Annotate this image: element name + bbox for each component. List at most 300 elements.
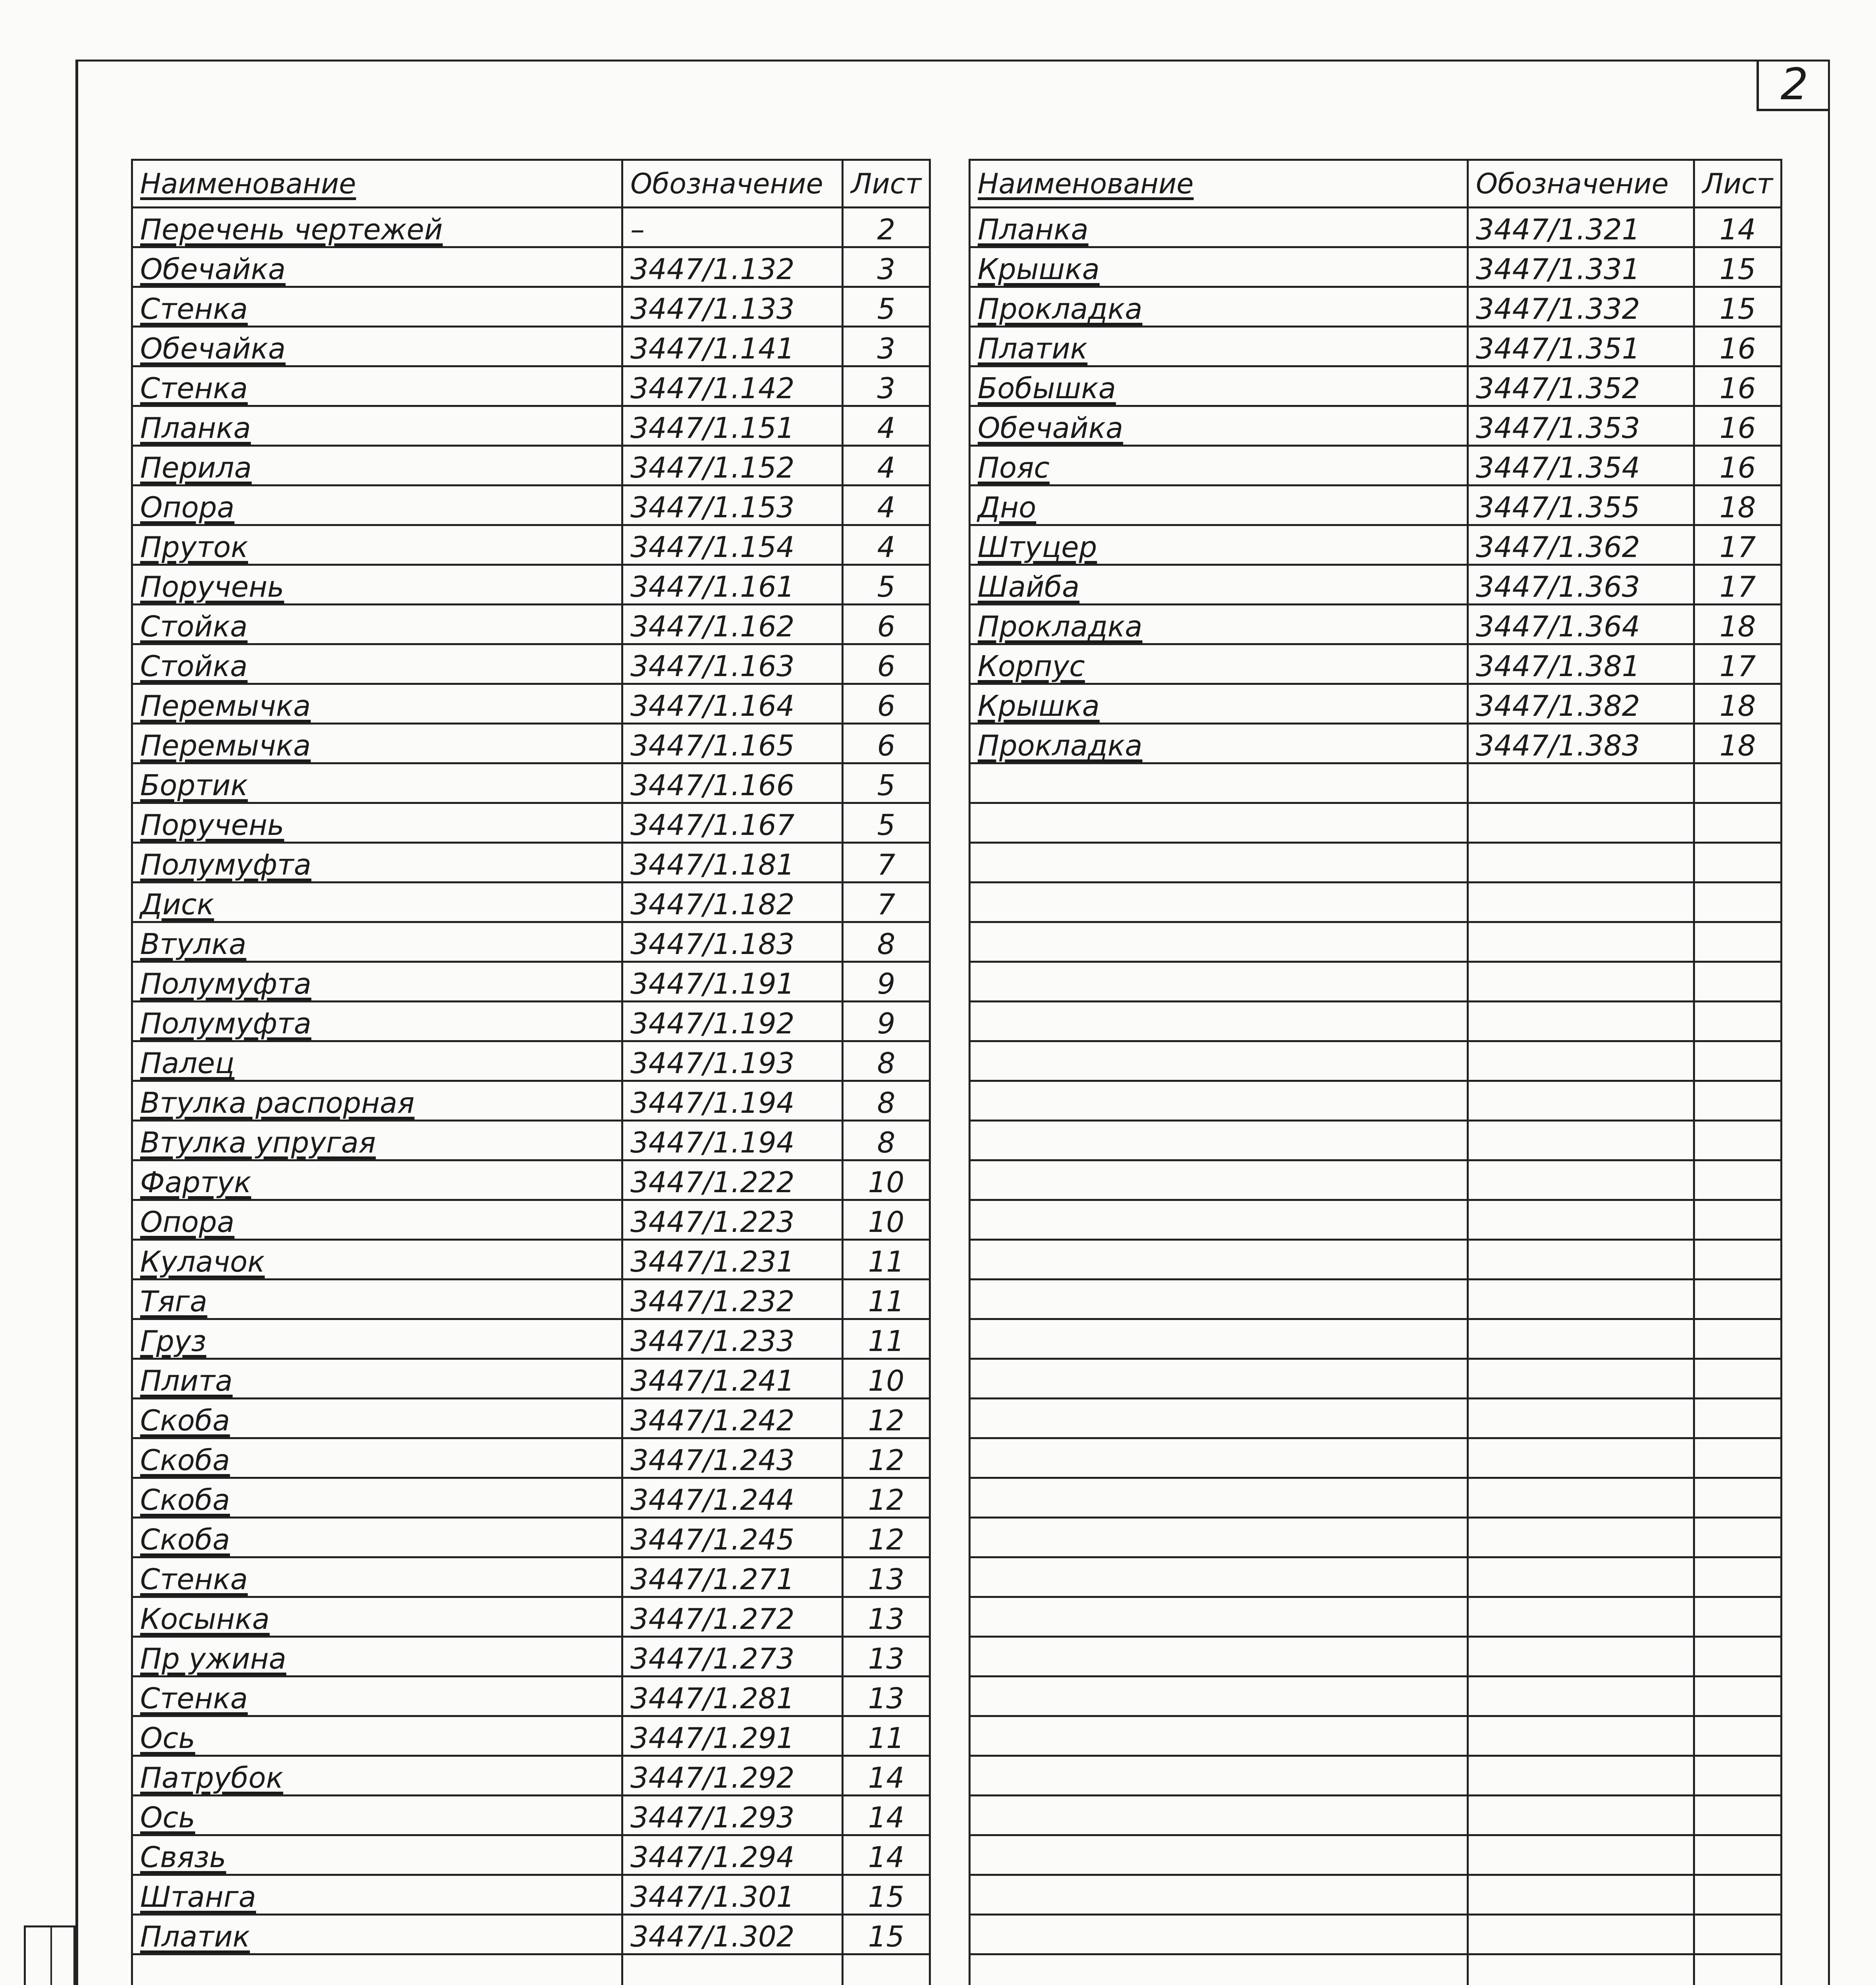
empty-cell	[970, 1121, 1468, 1160]
item-designation: 3447/1.382	[1468, 684, 1694, 724]
item-sheet: 13	[843, 1637, 930, 1677]
table-row	[132, 1637, 930, 1677]
header-name: Наименование	[132, 160, 622, 208]
empty-cell	[1468, 1518, 1694, 1557]
empty-cell	[970, 883, 1468, 922]
item-name: Пояс	[970, 446, 1468, 486]
table-row	[970, 1319, 1782, 1359]
empty-cell	[1468, 1319, 1694, 1359]
empty-cell	[1694, 1518, 1782, 1557]
item-designation: 3447/1.245	[622, 1518, 843, 1557]
item-designation: 3447/1.233	[622, 1319, 843, 1359]
empty-cell	[970, 922, 1468, 962]
table-row	[970, 247, 1782, 287]
table-row	[970, 1478, 1782, 1518]
table-row	[132, 1756, 930, 1796]
item-sheet: 9	[843, 962, 930, 1002]
item-sheet: 11	[843, 1280, 930, 1319]
item-name: Перемычка	[132, 724, 622, 763]
empty-cell	[1468, 1121, 1694, 1160]
item-name: Кулачок	[132, 1240, 622, 1280]
empty-cell	[1468, 1954, 1694, 1985]
header-row	[970, 160, 1782, 208]
empty-cell	[970, 962, 1468, 1002]
item-sheet: 17	[1694, 644, 1782, 684]
table-row	[970, 486, 1782, 525]
table-row	[970, 1597, 1782, 1637]
item-sheet: 10	[843, 1359, 930, 1399]
item-sheet: 5	[843, 287, 930, 327]
table-row	[132, 922, 930, 962]
item-name: Платик	[132, 1915, 622, 1954]
item-sheet: 16	[1694, 406, 1782, 446]
table-row	[970, 1002, 1782, 1041]
item-designation: 3447/1.351	[1468, 327, 1694, 366]
item-sheet: 3	[843, 327, 930, 366]
table-row	[132, 843, 930, 883]
item-name: Прокладка	[970, 605, 1468, 644]
item-designation: 3447/1.242	[622, 1399, 843, 1438]
empty-cell	[970, 1081, 1468, 1121]
empty-cell	[970, 1915, 1468, 1954]
empty-cell	[1468, 1240, 1694, 1280]
item-name: Бортик	[132, 763, 622, 803]
table-row	[970, 684, 1782, 724]
table-row	[970, 1399, 1782, 1438]
table-row	[132, 208, 930, 247]
item-name: Скоба	[132, 1518, 622, 1557]
empty-cell	[970, 1002, 1468, 1041]
empty-cell	[1694, 1319, 1782, 1359]
empty-cell	[1468, 1200, 1694, 1240]
item-sheet: 6	[843, 605, 930, 644]
item-sheet: 3	[843, 366, 930, 406]
empty-cell	[1694, 1875, 1782, 1915]
empty-cell	[1694, 1954, 1782, 1985]
item-sheet: 14	[843, 1756, 930, 1796]
item-designation: 3447/1.141	[622, 327, 843, 366]
table-row	[132, 1081, 930, 1121]
table-row	[970, 1280, 1782, 1319]
left-drawing-list	[131, 159, 931, 1985]
table-row	[132, 1041, 930, 1081]
item-designation: 3447/1.133	[622, 287, 843, 327]
item-designation: 3447/1.231	[622, 1240, 843, 1280]
item-designation: 3447/1.354	[1468, 446, 1694, 486]
item-sheet: 5	[843, 803, 930, 843]
item-name: Стойка	[132, 644, 622, 684]
empty-cell	[1468, 922, 1694, 962]
empty-cell	[1468, 962, 1694, 1002]
item-designation: 3447/1.164	[622, 684, 843, 724]
item-name: Прокладка	[970, 724, 1468, 763]
empty-cell	[1694, 1200, 1782, 1240]
item-name: Патрубок	[132, 1756, 622, 1796]
item-designation: 3447/1.281	[622, 1677, 843, 1716]
empty-cell	[1694, 1081, 1782, 1121]
table-row	[970, 565, 1782, 605]
item-sheet: 6	[843, 684, 930, 724]
item-name: Обечайка	[970, 406, 1468, 446]
item-designation: 3447/1.183	[622, 922, 843, 962]
empty-cell	[970, 1677, 1468, 1716]
empty-cell	[1694, 1637, 1782, 1677]
table-row	[132, 803, 930, 843]
item-sheet: 16	[1694, 446, 1782, 486]
table-row	[132, 1518, 930, 1557]
item-sheet: 6	[843, 644, 930, 684]
item-name: Дно	[970, 486, 1468, 525]
item-designation: 3447/1.154	[622, 525, 843, 565]
table-row	[132, 605, 930, 644]
empty-cell	[1468, 1875, 1694, 1915]
empty-cell	[970, 1200, 1468, 1240]
item-sheet: 5	[843, 763, 930, 803]
item-sheet: 13	[843, 1597, 930, 1637]
item-name: Пр ужина	[132, 1637, 622, 1677]
empty-cell	[970, 803, 1468, 843]
item-name: Косынка	[132, 1597, 622, 1637]
table-row	[132, 247, 930, 287]
empty-cell	[1468, 1438, 1694, 1478]
table-row	[132, 1478, 930, 1518]
item-sheet: 4	[843, 446, 930, 486]
item-sheet: 15	[1694, 247, 1782, 287]
table-row	[132, 1399, 930, 1438]
item-sheet: 8	[843, 922, 930, 962]
empty-cell	[970, 1875, 1468, 1915]
empty-cell	[1468, 1796, 1694, 1835]
item-name: Груз	[132, 1319, 622, 1359]
item-sheet: 17	[1694, 525, 1782, 565]
table-row	[132, 366, 930, 406]
empty-cell	[1694, 1756, 1782, 1796]
header-name: Наименование	[970, 160, 1468, 208]
table-row	[970, 525, 1782, 565]
item-name: Полумуфта	[132, 843, 622, 883]
empty-cell	[970, 1160, 1468, 1200]
table-row	[970, 1637, 1782, 1677]
item-name: Обечайка	[132, 327, 622, 366]
item-name: Опора	[132, 486, 622, 525]
item-designation: 3447/1.165	[622, 724, 843, 763]
item-name: Палец	[132, 1041, 622, 1081]
table-row	[970, 1121, 1782, 1160]
item-designation: 3447/1.241	[622, 1359, 843, 1399]
empty-cell	[1694, 1002, 1782, 1041]
item-name: Стенка	[132, 366, 622, 406]
empty-cell	[1468, 1478, 1694, 1518]
item-name: Корпус	[970, 644, 1468, 684]
empty-cell	[843, 1954, 930, 1985]
table-row	[970, 327, 1782, 366]
table-row	[132, 1597, 930, 1637]
empty-cell	[1694, 1716, 1782, 1756]
empty-cell	[1694, 1915, 1782, 1954]
item-name: Штанга	[132, 1875, 622, 1915]
item-name: Опора	[132, 1200, 622, 1240]
item-name: Стенка	[132, 287, 622, 327]
empty-cell	[1468, 1637, 1694, 1677]
item-designation: 3447/1.294	[622, 1835, 843, 1875]
table-row	[132, 1319, 930, 1359]
empty-cell	[1468, 1716, 1694, 1756]
item-name: Планка	[970, 208, 1468, 247]
table-row	[132, 1002, 930, 1041]
item-designation: 3447/1.331	[1468, 247, 1694, 287]
item-sheet: 9	[843, 1002, 930, 1041]
item-designation: 3447/1.192	[622, 1002, 843, 1041]
item-designation: 3447/1.223	[622, 1200, 843, 1240]
item-name: Тяга	[132, 1280, 622, 1319]
table-row	[970, 1756, 1782, 1796]
item-name: Пруток	[132, 525, 622, 565]
table-row	[970, 1200, 1782, 1240]
table-row	[970, 287, 1782, 327]
item-sheet: 16	[1694, 327, 1782, 366]
header-row	[132, 160, 930, 208]
table-row	[970, 208, 1782, 247]
empty-cell	[970, 1399, 1468, 1438]
item-name: Втулка распорная	[132, 1081, 622, 1121]
item-designation: 3447/1.243	[622, 1438, 843, 1478]
side-strip	[24, 1925, 75, 1985]
empty-cell	[1468, 1835, 1694, 1875]
table-row	[970, 1438, 1782, 1478]
item-name: Втулка упругая	[132, 1121, 622, 1160]
item-sheet: 18	[1694, 605, 1782, 644]
empty-cell	[1468, 1915, 1694, 1954]
empty-cell	[1468, 1597, 1694, 1637]
table-row	[132, 1280, 930, 1319]
table-row	[132, 644, 930, 684]
item-name: Обечайка	[132, 247, 622, 287]
empty-cell	[1468, 1399, 1694, 1438]
item-sheet: 11	[843, 1716, 930, 1756]
table-row	[132, 883, 930, 922]
item-designation: –	[622, 208, 843, 247]
item-sheet: 14	[843, 1796, 930, 1835]
item-designation: 3447/1.291	[622, 1716, 843, 1756]
table-row	[132, 1954, 930, 1985]
table-row	[970, 644, 1782, 684]
item-sheet: 7	[843, 843, 930, 883]
empty-cell	[970, 1240, 1468, 1280]
item-sheet: 18	[1694, 684, 1782, 724]
empty-cell	[1694, 1597, 1782, 1637]
item-sheet: 12	[843, 1399, 930, 1438]
item-designation: 3447/1.332	[1468, 287, 1694, 327]
item-sheet: 12	[843, 1478, 930, 1518]
item-designation: 3447/1.364	[1468, 605, 1694, 644]
empty-cell	[970, 1835, 1468, 1875]
item-sheet: 8	[843, 1081, 930, 1121]
table-row	[970, 1041, 1782, 1081]
empty-cell	[970, 1319, 1468, 1359]
item-designation: 3447/1.191	[622, 962, 843, 1002]
table-row	[970, 1875, 1782, 1915]
item-sheet: 12	[843, 1438, 930, 1478]
table-row	[132, 1160, 930, 1200]
item-sheet: 15	[843, 1875, 930, 1915]
item-sheet: 16	[1694, 366, 1782, 406]
table-row	[970, 1359, 1782, 1399]
item-designation: 3447/1.244	[622, 1478, 843, 1518]
item-sheet: 4	[843, 525, 930, 565]
empty-cell	[970, 1954, 1468, 1985]
item-designation: 3447/1.182	[622, 883, 843, 922]
empty-cell	[970, 763, 1468, 803]
empty-cell	[1694, 1557, 1782, 1597]
table-row	[970, 1835, 1782, 1875]
empty-cell	[1468, 1557, 1694, 1597]
item-name: Ось	[132, 1796, 622, 1835]
item-name: Полумуфта	[132, 962, 622, 1002]
item-designation: 3447/1.161	[622, 565, 843, 605]
empty-cell	[970, 1756, 1468, 1796]
item-sheet: 7	[843, 883, 930, 922]
item-name: Связь	[132, 1835, 622, 1875]
empty-cell	[1694, 1438, 1782, 1478]
item-designation: 3447/1.163	[622, 644, 843, 684]
table-row	[132, 446, 930, 486]
item-name: Ось	[132, 1716, 622, 1756]
item-designation: 3447/1.362	[1468, 525, 1694, 565]
item-sheet: 17	[1694, 565, 1782, 605]
table-row	[970, 1240, 1782, 1280]
item-sheet: 10	[843, 1200, 930, 1240]
item-sheet: 14	[1694, 208, 1782, 247]
table-row	[132, 525, 930, 565]
table-row	[970, 843, 1782, 883]
empty-cell	[1694, 1121, 1782, 1160]
empty-cell	[1694, 1478, 1782, 1518]
table-row	[970, 1160, 1782, 1200]
item-sheet: 15	[843, 1915, 930, 1954]
table-row	[970, 803, 1782, 843]
item-sheet: 13	[843, 1557, 930, 1597]
item-name: Втулка	[132, 922, 622, 962]
empty-cell	[970, 1716, 1468, 1756]
empty-cell	[1694, 1280, 1782, 1319]
table-row	[132, 1121, 930, 1160]
table-row	[132, 1835, 930, 1875]
empty-cell	[1694, 1677, 1782, 1716]
item-sheet: 6	[843, 724, 930, 763]
item-designation: 3447/1.355	[1468, 486, 1694, 525]
empty-cell	[970, 1637, 1468, 1677]
item-designation: 3447/1.232	[622, 1280, 843, 1319]
empty-cell	[1468, 1677, 1694, 1716]
empty-cell	[1468, 803, 1694, 843]
empty-cell	[1468, 883, 1694, 922]
item-name: Стенка	[132, 1557, 622, 1597]
item-designation: 3447/1.272	[622, 1597, 843, 1637]
item-designation: 3447/1.193	[622, 1041, 843, 1081]
item-designation: 3447/1.352	[1468, 366, 1694, 406]
empty-cell	[1468, 1280, 1694, 1319]
empty-cell	[970, 1280, 1468, 1319]
header-designation: Обозначение	[1468, 160, 1694, 208]
item-designation: 3447/1.383	[1468, 724, 1694, 763]
item-designation: 3447/1.353	[1468, 406, 1694, 446]
empty-cell	[1694, 962, 1782, 1002]
item-name: Фартук	[132, 1160, 622, 1200]
item-sheet: 11	[843, 1319, 930, 1359]
item-name: Прокладка	[970, 287, 1468, 327]
empty-cell	[970, 1478, 1468, 1518]
item-designation: 3447/1.162	[622, 605, 843, 644]
item-designation: 3447/1.152	[622, 446, 843, 486]
table-row	[132, 327, 930, 366]
table-row	[132, 1716, 930, 1756]
item-sheet: 18	[1694, 724, 1782, 763]
item-designation: 3447/1.363	[1468, 565, 1694, 605]
item-name: Скоба	[132, 1399, 622, 1438]
item-designation: 3447/1.222	[622, 1160, 843, 1200]
item-name: Полумуфта	[132, 1002, 622, 1041]
item-sheet: 8	[843, 1041, 930, 1081]
item-designation: 3447/1.293	[622, 1796, 843, 1835]
item-designation: 3447/1.271	[622, 1557, 843, 1597]
item-sheet: 4	[843, 486, 930, 525]
item-designation: 3447/1.142	[622, 366, 843, 406]
item-name: Шайба	[970, 565, 1468, 605]
table-row	[132, 1200, 930, 1240]
empty-cell	[1468, 1756, 1694, 1796]
empty-cell	[970, 843, 1468, 883]
empty-cell	[970, 1359, 1468, 1399]
empty-cell	[1694, 843, 1782, 883]
table-row	[970, 922, 1782, 962]
item-designation: 3447/1.302	[622, 1915, 843, 1954]
item-name: Перечень чертежей	[132, 208, 622, 247]
empty-cell	[622, 1954, 843, 1985]
item-designation: 3447/1.132	[622, 247, 843, 287]
table-row	[132, 962, 930, 1002]
table-row	[970, 446, 1782, 486]
empty-cell	[970, 1041, 1468, 1081]
table-row	[970, 1677, 1782, 1716]
table-row	[970, 1954, 1782, 1985]
empty-cell	[1694, 803, 1782, 843]
table-row	[132, 1557, 930, 1597]
item-designation: 3447/1.167	[622, 803, 843, 843]
empty-cell	[970, 1557, 1468, 1597]
item-sheet: 12	[843, 1518, 930, 1557]
item-sheet: 15	[1694, 287, 1782, 327]
empty-cell	[1694, 763, 1782, 803]
table-row	[132, 1875, 930, 1915]
table-row	[970, 406, 1782, 446]
empty-cell	[1468, 1160, 1694, 1200]
item-name: Планка	[132, 406, 622, 446]
item-designation: 3447/1.194	[622, 1121, 843, 1160]
table-row	[132, 1240, 930, 1280]
table-row	[132, 565, 930, 605]
empty-cell	[970, 1518, 1468, 1557]
table-row	[970, 1081, 1782, 1121]
table-row	[970, 1796, 1782, 1835]
empty-cell	[1468, 1002, 1694, 1041]
item-name: Поручень	[132, 803, 622, 843]
item-designation: 3447/1.194	[622, 1081, 843, 1121]
table-row	[132, 486, 930, 525]
item-name: Перемычка	[132, 684, 622, 724]
item-name: Крышка	[970, 247, 1468, 287]
table-row	[970, 605, 1782, 644]
item-designation: 3447/1.181	[622, 843, 843, 883]
